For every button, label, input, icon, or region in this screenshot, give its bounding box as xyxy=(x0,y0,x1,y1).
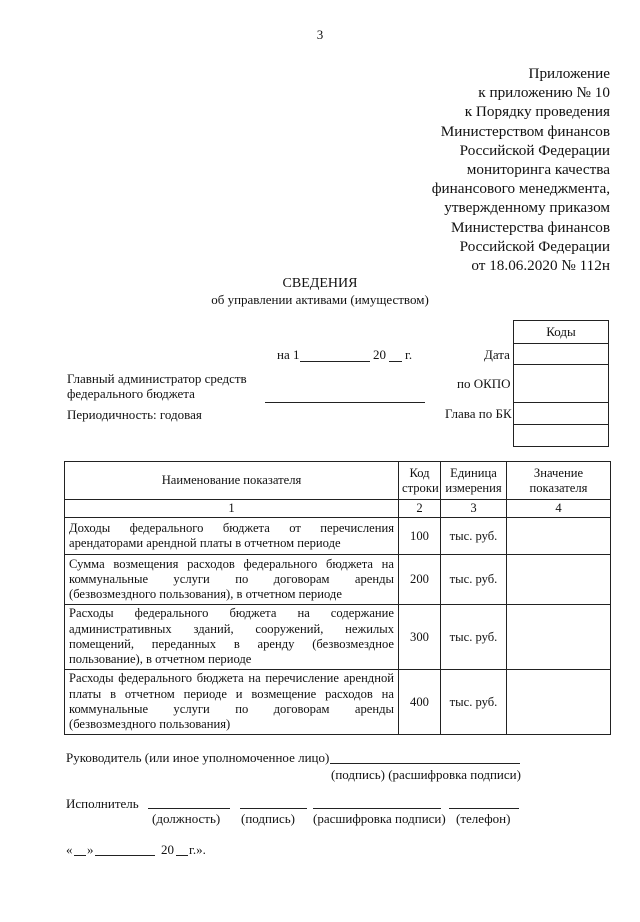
appendix-line: к Порядку проведения xyxy=(464,103,610,121)
appendix-line: утвержденному приказом xyxy=(444,199,610,217)
bk-label: Глава по БК xyxy=(445,406,512,421)
date-year-suffix-bottom: г.». xyxy=(189,842,206,857)
header-value: Значение показателя xyxy=(507,462,611,500)
executor-caption-position: (должность) xyxy=(152,811,221,826)
header-indicator-name: Наименование показателя xyxy=(65,462,399,500)
document-title: СВЕДЕНИЯ xyxy=(282,276,358,291)
date-year-suffix: г. xyxy=(405,347,413,362)
appendix-line: Министерства финансов xyxy=(451,218,610,236)
admin-blank-field[interactable] xyxy=(265,402,425,403)
row-value-cell[interactable] xyxy=(507,518,611,555)
code-bk-cell[interactable] xyxy=(514,403,609,425)
row-unit: тыс. руб. xyxy=(441,518,507,555)
date-day-field[interactable] xyxy=(74,855,86,856)
document-subtitle: об управлении активами (имуществом) xyxy=(211,292,429,307)
okpo-label: по ОКПО xyxy=(457,376,511,391)
appendix-line: Министерством финансов xyxy=(440,122,610,140)
code-date-cell[interactable] xyxy=(514,344,609,365)
admin-label-line1: Главный администратор средств xyxy=(67,371,247,386)
table-row xyxy=(65,518,611,555)
appendix-line: от 18.06.2020 № 112н xyxy=(471,257,610,275)
date-year-blank[interactable] xyxy=(389,361,402,362)
executor-name-field[interactable] xyxy=(313,808,441,809)
appendix-line: финансового менеджмента, xyxy=(431,180,610,198)
row-value-cell[interactable] xyxy=(507,605,611,670)
appendix-line: Российской Федерации xyxy=(459,237,610,255)
head-caption: (подпись) (расшифровка подписи) xyxy=(331,767,521,782)
column-number: 2 xyxy=(399,500,441,518)
row-name: Расходы федерального бюджета на перечисление арендной платы в отчетном периоде и возмещение расходов на коммунальные услуги по договорам аренды (безвозмездного пользования) xyxy=(65,670,399,735)
code-okpo-cell[interactable] xyxy=(514,365,609,403)
page-number: 3 xyxy=(316,27,324,42)
appendix-line: Приложение xyxy=(528,65,610,82)
indicators-table xyxy=(64,461,611,735)
row-name: Расходы федерального бюджета на содержание административных зданий, сооружений, нежилых помещений, переданных в аренду (безвозмездное пользование), в отчетном периоде xyxy=(65,605,399,670)
row-code: 100 xyxy=(399,518,441,555)
appendix-line: мониторинга качества xyxy=(466,161,610,179)
periodicity-label: Периодичность: годовая xyxy=(67,407,202,422)
admin-label-line2: федерального бюджета xyxy=(67,386,195,401)
row-code: 200 xyxy=(399,555,441,605)
row-value-cell[interactable] xyxy=(507,670,611,735)
date-close-quote: » xyxy=(87,842,94,857)
column-number: 4 xyxy=(507,500,611,518)
executor-phone-field[interactable] xyxy=(449,808,519,809)
head-label: Руководитель (или иное уполномоченное лицо) xyxy=(66,750,330,765)
row-unit: тыс. руб. xyxy=(441,670,507,735)
head-signature-field[interactable] xyxy=(330,763,520,764)
table-row xyxy=(65,670,611,735)
date-blank-field[interactable] xyxy=(300,361,370,362)
column-number: 1 xyxy=(65,500,399,518)
date-open-quote: « xyxy=(66,842,73,857)
table-row xyxy=(65,605,611,670)
date-year-prefix-bottom: 20 xyxy=(161,842,174,857)
appendix-line: Российской Федерации xyxy=(459,141,610,159)
executor-caption-name: (расшифровка подписи) xyxy=(313,811,446,826)
row-unit: тыс. руб. xyxy=(441,605,507,670)
row-unit: тыс. руб. xyxy=(441,555,507,605)
code-extra-cell[interactable] xyxy=(514,425,609,447)
executor-caption-signature: (подпись) xyxy=(241,811,295,826)
header-unit: Единица измерения xyxy=(441,462,507,500)
row-code: 300 xyxy=(399,605,441,670)
codes-header: Коды xyxy=(514,321,609,344)
codes-table xyxy=(513,320,609,447)
column-number: 3 xyxy=(441,500,507,518)
executor-caption-phone: (телефон) xyxy=(456,811,511,826)
row-value-cell[interactable] xyxy=(507,555,611,605)
executor-signature-field[interactable] xyxy=(240,808,307,809)
date-year-field[interactable] xyxy=(176,855,188,856)
executor-position-field[interactable] xyxy=(148,808,230,809)
executor-label: Исполнитель xyxy=(66,796,139,811)
row-name: Доходы федерального бюджета от перечисления арендаторами арендной платы в отчетном периоде xyxy=(65,518,399,555)
date-prefix: на 1 xyxy=(277,347,300,362)
table-row xyxy=(65,555,611,605)
date-year-prefix: 20 xyxy=(373,347,386,362)
row-code: 400 xyxy=(399,670,441,735)
appendix-line: к приложению № 10 xyxy=(478,84,610,102)
appendix-block xyxy=(432,64,610,275)
date-label: Дата xyxy=(484,347,510,362)
row-name: Сумма возмещения расходов федерального бюджета на коммунальные услуги по договорам аренды (безвозмездного пользования), в отчетном периоде xyxy=(65,555,399,605)
date-month-field[interactable] xyxy=(95,855,155,856)
header-row-code: Код строки xyxy=(399,462,441,500)
